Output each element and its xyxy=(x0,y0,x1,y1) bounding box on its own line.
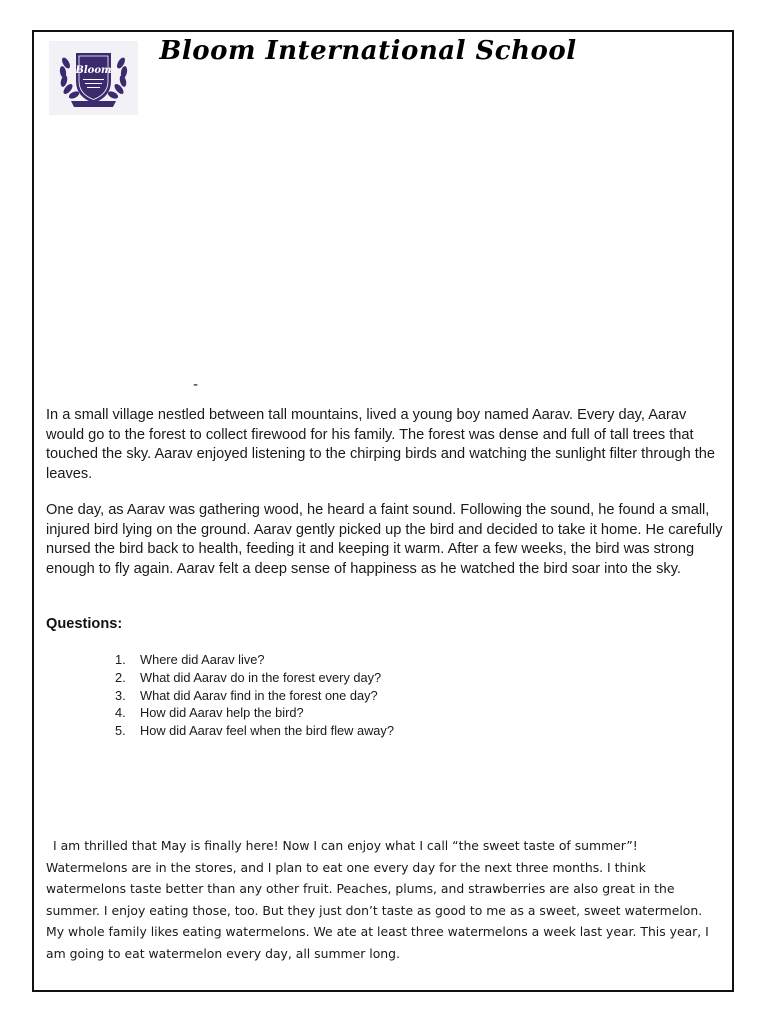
question-item xyxy=(115,687,394,705)
logo-text: Bloom xyxy=(75,65,112,76)
story-paragraph-2: One day, as Aarav was gathering wood, he heard a faint sound. Following the sound, he found a small, injured bird lying on the ground. Aarav gently picked up the bird and decided to take it home. He carefully nursed the bird back to health, feeding it and keeping it warm. After a few weeks, the bird was strong enough to fly again. Aarav felt a deep sense of happiness as he watched the bird soar into the sky. xyxy=(46,502,723,577)
questions-heading: Questions: xyxy=(46,616,123,632)
question-item xyxy=(115,669,394,687)
question-number: 5. xyxy=(115,723,126,739)
question-number: 4. xyxy=(115,705,126,721)
question-text: How did Aarav feel when the bird flew away? xyxy=(140,723,394,739)
questions-list xyxy=(115,651,394,740)
question-text: What did Aarav find in the forest one day? xyxy=(140,687,378,703)
question-item xyxy=(115,722,394,740)
question-text: Where did Aarav live? xyxy=(140,652,265,667)
separator-dash: - xyxy=(193,377,199,393)
question-number: 2. xyxy=(115,669,126,685)
question-number: 3. xyxy=(115,687,126,703)
question-text: What did Aarav do in the forest every day? xyxy=(140,669,382,685)
school-title: Bloom International School xyxy=(159,36,577,66)
school-logo xyxy=(49,41,138,115)
question-text: How did Aarav help the bird? xyxy=(140,705,304,721)
watermelon-paragraph: I am thrilled that May is finally here! Now I can enjoy what I call “the sweet taste of summer”! Watermelons are in the stores, and I plan to eat one every day for the next three months. I think watermelons taste better than any other fruit. Peaches, plums, and strawberries are also great in the summer. I enjoy eating those, too. But they just don’t taste as good to me as a sweet, sweet watermelon. My whole family likes eating watermelons. We ate at least three watermelons a week last year. This year, I am going to eat watermelon every day, all summer long. xyxy=(46,838,709,961)
question-item xyxy=(115,704,394,722)
story-paragraph-1: In a small village nestled between tall mountains, lived a young boy named Aarav. Every day, Aarav would go to the forest to collect firewood for his family. The forest was dense and full of tall trees that touched the sky. Aarav enjoyed listening to the chirping birds and watching the sunlight filter through the leaves. xyxy=(46,407,716,482)
question-item xyxy=(115,651,394,669)
question-number: 1. xyxy=(115,652,126,667)
